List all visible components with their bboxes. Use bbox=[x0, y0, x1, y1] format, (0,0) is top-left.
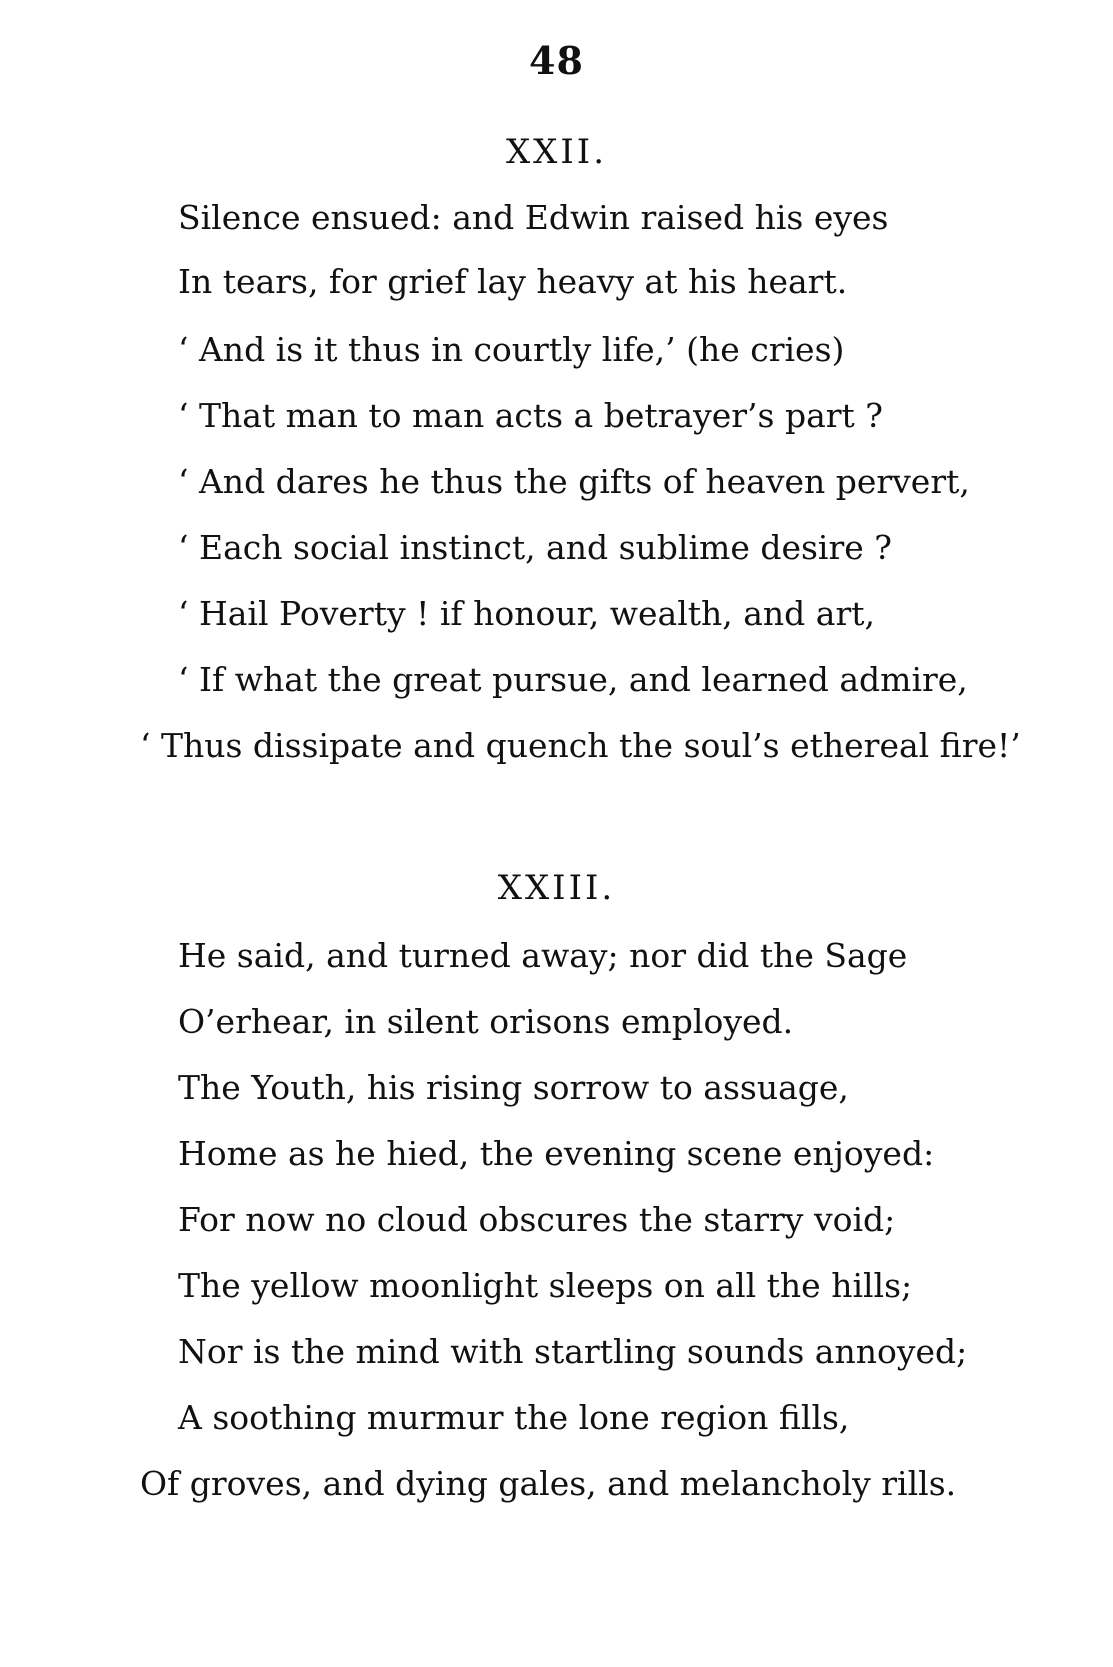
verse-line: Nor is the mind with startling sounds annoyed; bbox=[178, 1332, 968, 1371]
verse-line: A soothing murmur the lone region fills, bbox=[178, 1398, 850, 1437]
verse-line: ‘ And is it thus in courtly life,’ (he cries) bbox=[178, 330, 845, 369]
verse-line: ‘ That man to man acts a betrayer’s part ? bbox=[178, 396, 883, 435]
verse-line: He said, and turned away; nor did the Sage bbox=[178, 936, 908, 975]
verse-line: ‘ If what the great pursue, and learned admire, bbox=[178, 660, 968, 699]
verse-line: Silence ensued: and Edwin raised his eyes bbox=[178, 198, 889, 237]
verse-line: O’erhear, in silent orisons employed. bbox=[178, 1002, 794, 1041]
verse-line: ‘ And dares he thus the gifts of heaven pervert, bbox=[178, 462, 970, 501]
verse-line: Home as he hied, the evening scene enjoyed: bbox=[178, 1134, 935, 1173]
stanza-heading-xxiii: XXIII. bbox=[497, 868, 616, 908]
verse-line: For now no cloud obscures the starry void; bbox=[178, 1200, 896, 1239]
verse-line: The Youth, his rising sorrow to assuage, bbox=[178, 1068, 849, 1107]
stanza-heading-xxii: XXII. bbox=[505, 132, 608, 172]
page-number: 48 bbox=[529, 38, 584, 83]
verse-line: In tears, for grief lay heavy at his heart. bbox=[178, 262, 848, 301]
verse-line: ‘ Hail Poverty ! if honour, wealth, and art, bbox=[178, 594, 875, 633]
verse-line: ‘ Each social instinct, and sublime desire ? bbox=[178, 528, 892, 567]
verse-line-alexandrine: ‘ Thus dissipate and quench the soul’s ethereal fire!’ bbox=[140, 726, 1021, 765]
verse-line-alexandrine: Of groves, and dying gales, and melancholy rills. bbox=[140, 1464, 957, 1503]
verse-line: The yellow moonlight sleeps on all the hills; bbox=[178, 1266, 913, 1305]
